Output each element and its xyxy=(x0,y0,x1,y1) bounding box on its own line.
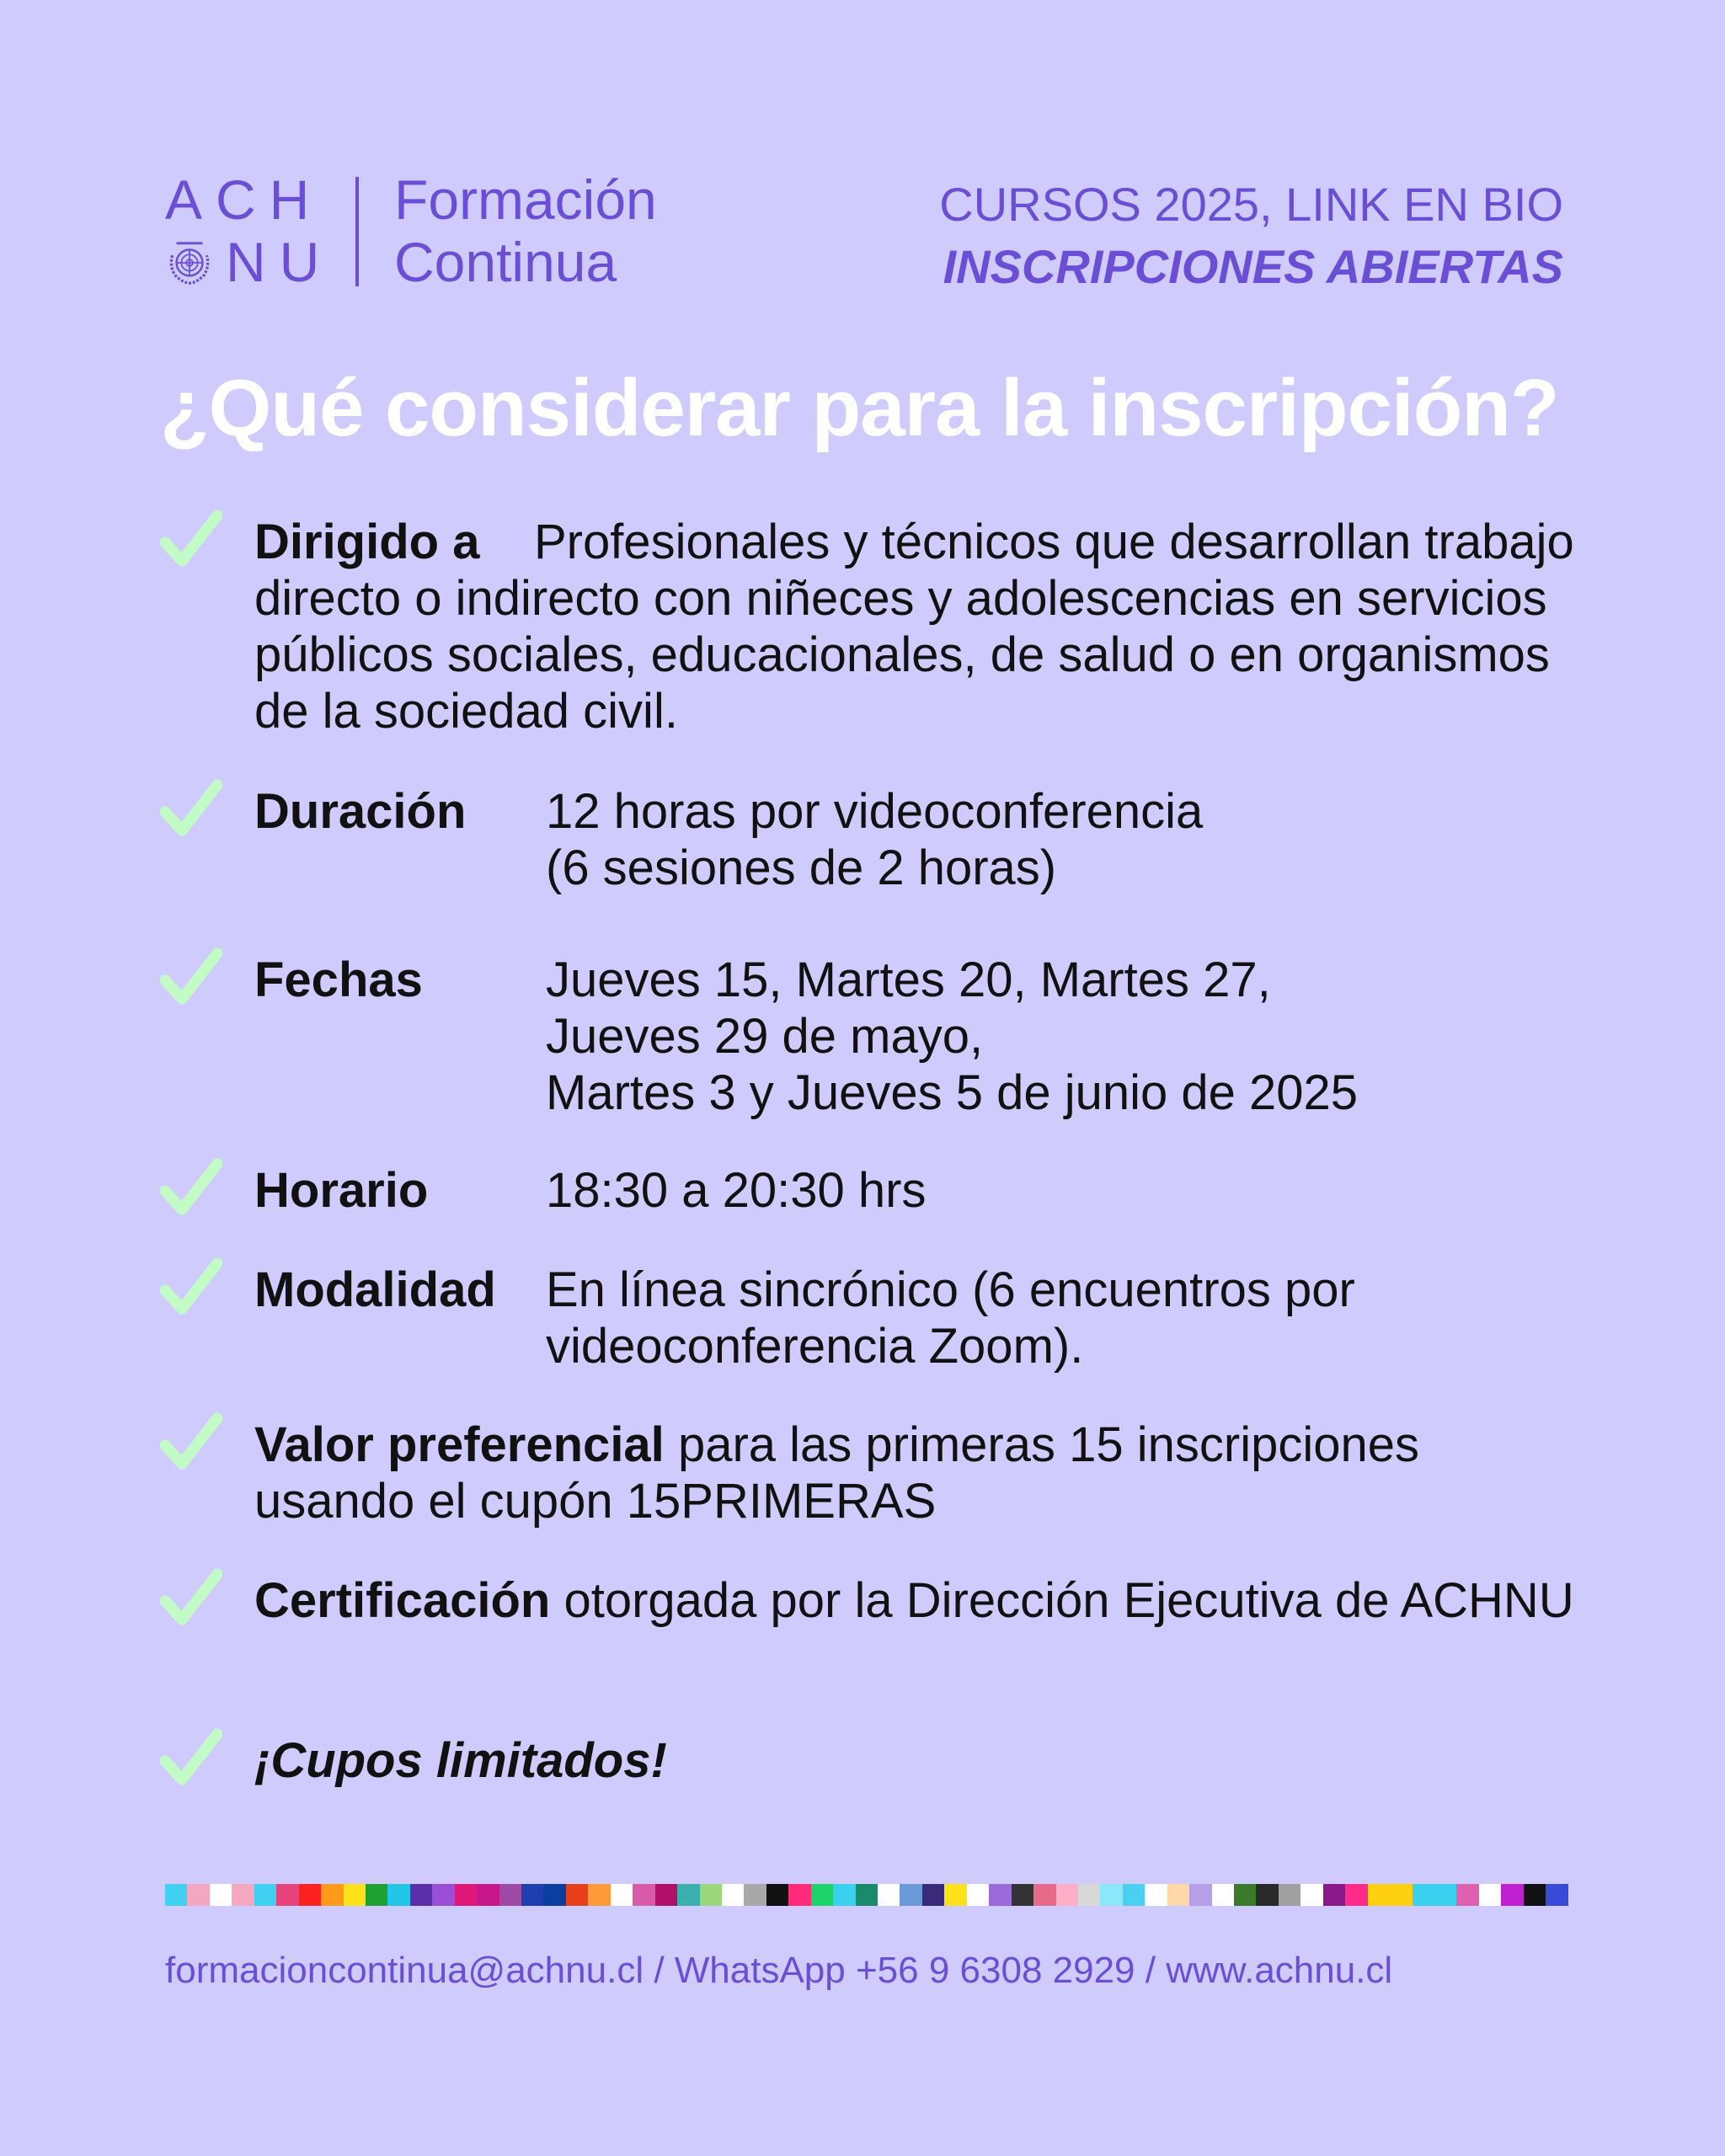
stripe-segment xyxy=(900,1884,921,1906)
stripe-segment xyxy=(1546,1884,1567,1906)
stripe-segment xyxy=(967,1884,989,1906)
item-label: Horario xyxy=(254,1163,429,1218)
item-text: Profesionales y técnicos que desarrollan trabajo directo o indirecto con niñeces y adolescencias en servicios públicos sociales, educacionales, de salud o en organismos de la sociedad civil. xyxy=(254,515,1574,739)
stripe-segment xyxy=(588,1884,610,1906)
stripe-segment xyxy=(276,1884,298,1906)
item-label: Modalidad xyxy=(254,1262,496,1317)
stripe-segment xyxy=(1212,1884,1234,1906)
stripe-segment xyxy=(1256,1884,1278,1906)
un-emblem-icon xyxy=(165,237,214,286)
item-label: Fechas xyxy=(254,953,423,1007)
stripe-segment xyxy=(1012,1884,1033,1906)
stripe-segment xyxy=(833,1884,855,1906)
stripe-segment xyxy=(655,1884,677,1906)
stripe-segment xyxy=(677,1884,699,1906)
open-registration-text: INSCRIPCIONES ABIERTAS xyxy=(943,240,1563,293)
stripe-segment xyxy=(878,1884,900,1906)
stripe-segment xyxy=(366,1884,387,1906)
stripe-segment xyxy=(989,1884,1011,1906)
page-title: ¿Qué considerar para la inscripción? xyxy=(160,363,1559,453)
item-label: ¡Cupos limitados! xyxy=(254,1733,667,1788)
header xyxy=(165,168,1563,295)
check-icon xyxy=(160,778,222,841)
stripe-segment xyxy=(744,1884,766,1906)
item-label: Duración xyxy=(254,784,467,839)
logo-line-2-text: NU xyxy=(226,231,334,293)
stripe-segment xyxy=(254,1884,276,1906)
program-name xyxy=(394,168,657,293)
stripe-segment xyxy=(922,1884,944,1906)
check-icon xyxy=(160,1727,222,1790)
stripe-segment xyxy=(1234,1884,1256,1906)
stripe-segment xyxy=(477,1884,499,1906)
item-value xyxy=(546,783,1592,896)
stripe-segment xyxy=(410,1884,432,1906)
stripe-segment xyxy=(944,1884,966,1906)
contact-footer: formacioncontinua@achnu.cl / WhatsApp +56 9 6308 2929 / www.achnu.cl xyxy=(165,1950,1393,1991)
stripe-segment xyxy=(811,1884,833,1906)
stripe-segment xyxy=(521,1884,543,1906)
stripe-segment xyxy=(1145,1884,1167,1906)
stripe-segment xyxy=(387,1884,409,1906)
check-icon xyxy=(160,1257,222,1319)
item-text: para las primeras 15 inscripciones usando el cupón 15PRIMERAS xyxy=(254,1417,1419,1529)
logo-divider xyxy=(355,177,359,286)
logo-line-2 xyxy=(165,231,367,293)
stripe-segment xyxy=(1524,1884,1546,1906)
stripe-segment xyxy=(1434,1884,1456,1906)
logo-line-1: ACH xyxy=(165,168,323,231)
stripe-segment xyxy=(633,1884,654,1906)
check-icon xyxy=(160,1412,222,1474)
stripe-segment xyxy=(1033,1884,1055,1906)
item-line: En línea sincrónico (6 encuentros por xyxy=(546,1262,1355,1317)
item-line: videoconferencia Zoom). xyxy=(546,1319,1084,1374)
stripe-segment xyxy=(299,1884,321,1906)
stripe-segment xyxy=(722,1884,744,1906)
courses-link-text: CURSOS 2025, LINK EN BIO xyxy=(939,178,1563,231)
stripe-segment xyxy=(611,1884,633,1906)
achnu-logo xyxy=(165,168,367,295)
stripe-segment xyxy=(543,1884,565,1906)
item-value xyxy=(546,952,1592,1121)
stripe-segment xyxy=(210,1884,232,1906)
stripe-segment xyxy=(1167,1884,1189,1906)
stripe-segment xyxy=(1390,1884,1412,1906)
color-stripe xyxy=(165,1884,1568,1906)
stripe-segment xyxy=(1501,1884,1523,1906)
item-line: Martes 3 y Jueves 5 de junio de 2025 xyxy=(546,1065,1359,1120)
stripe-segment xyxy=(788,1884,810,1906)
stripe-segment xyxy=(1056,1884,1078,1906)
item-label: Dirigido a xyxy=(254,515,480,569)
item-label: Valor preferencial xyxy=(254,1417,665,1472)
stripe-segment xyxy=(187,1884,209,1906)
header-announcement xyxy=(939,173,1563,298)
stripe-segment xyxy=(856,1884,878,1906)
stripe-segment xyxy=(700,1884,722,1906)
program-line-1: Formación xyxy=(394,168,657,231)
item-line: Jueves 29 de mayo, xyxy=(546,1009,984,1064)
program-line-2: Continua xyxy=(394,231,617,293)
item-value: 18:30 a 20:30 hrs xyxy=(546,1163,927,1218)
item-line: Jueves 15, Martes 20, Martes 27, xyxy=(546,953,1271,1007)
check-icon xyxy=(160,1157,222,1219)
stripe-segment xyxy=(499,1884,521,1906)
stripe-segment xyxy=(232,1884,254,1906)
stripe-segment xyxy=(1300,1884,1322,1906)
stripe-segment xyxy=(1413,1884,1434,1906)
item-line: 12 horas por videoconferencia xyxy=(546,784,1204,839)
stripe-segment xyxy=(165,1884,187,1906)
stripe-segment xyxy=(344,1884,366,1906)
check-icon xyxy=(160,509,222,571)
stripe-segment xyxy=(1078,1884,1100,1906)
stripe-segment xyxy=(766,1884,788,1906)
item-text: otorgada por la Dirección Ejecutiva de ACHNU xyxy=(563,1573,1574,1628)
stripe-segment xyxy=(1189,1884,1211,1906)
stripe-segment xyxy=(1345,1884,1367,1906)
stripe-segment xyxy=(1100,1884,1122,1906)
item-value xyxy=(546,1262,1592,1374)
item-line: (6 sesiones de 2 horas) xyxy=(546,841,1057,895)
stripe-segment xyxy=(1279,1884,1300,1906)
check-icon xyxy=(160,1567,222,1630)
item-label: Certificación xyxy=(254,1573,551,1628)
stripe-segment xyxy=(1479,1884,1501,1906)
stripe-segment xyxy=(1123,1884,1145,1906)
stripe-segment xyxy=(321,1884,343,1906)
check-icon xyxy=(160,947,222,1009)
stripe-segment xyxy=(1456,1884,1478,1906)
stripe-segment xyxy=(1368,1884,1390,1906)
stripe-segment xyxy=(566,1884,588,1906)
stripe-segment xyxy=(455,1884,477,1906)
stripe-segment xyxy=(432,1884,454,1906)
stripe-segment xyxy=(1323,1884,1345,1906)
